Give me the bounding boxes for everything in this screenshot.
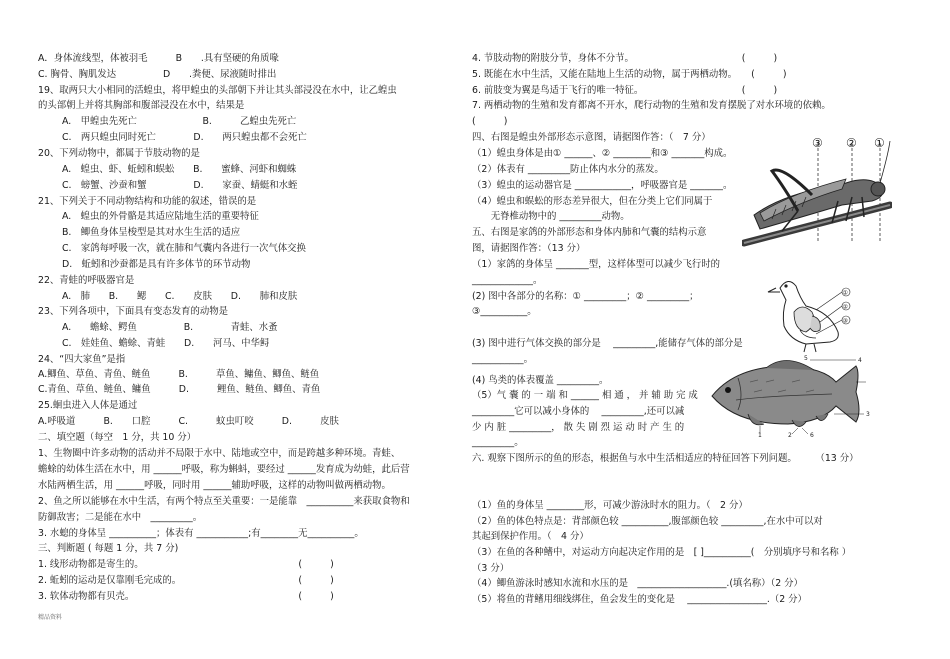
left-line: 蟾蜍的幼体生活在水中，用 ______呼吸，称为蝌蚪，要经过 ______发育成为幼蛙，此后营 bbox=[38, 464, 410, 475]
pigeon-label-3: ③ bbox=[842, 317, 848, 325]
left-line: 23、下列各项中，下面具有变态发育的动物是 bbox=[38, 306, 229, 317]
grasshopper-label-1: ① bbox=[874, 136, 885, 150]
left-line: 二、填空题（每空 1 分，共 10 分） bbox=[38, 432, 197, 443]
left-line: A. 蝗虫的外骨骼是其适应陆地生活的重要特征 bbox=[62, 211, 259, 222]
left-line: 1、生物圈中许多动物的活动并不局限于水中、陆地或空中，而是跨越多种环境。青蛙、 bbox=[38, 448, 401, 459]
left-line: A. 蟾蜍、鳄鱼 B. 青蛙、水蚤 bbox=[62, 322, 278, 333]
footer-note: 精品资料 bbox=[38, 614, 63, 621]
right-line: （5）将鱼的背鳍用细线绑住，鱼会发生的变化是 _________________.（2 分） bbox=[472, 594, 807, 605]
left-line: A. 肺 B. 鳃 C. 皮肤 D. 肺和皮肤 bbox=[62, 291, 298, 302]
right-line: _________它可以减小身体的 _________,还可以减 bbox=[472, 406, 685, 417]
right-line: （2）体表有 _________防止体内水分的蒸发。 bbox=[472, 164, 664, 175]
left-line: 防御敌害；二是能在水中 _________。 bbox=[38, 512, 203, 523]
left-line: 2、鱼之所以能够在水中生活，有两个特点至关重要：一是能靠 __________来获取食物和 bbox=[38, 496, 410, 507]
right-line: （1）鱼的身体呈 ________形，可减少游泳时水的阻力。（ 2 分） bbox=[472, 500, 748, 511]
pigeon-label-2: ② bbox=[842, 303, 848, 311]
pigeon-figure bbox=[760, 272, 858, 354]
right-line: 少 内 脏 _________， 散 失 剧 烈 运 动 时 产 生 的 bbox=[472, 422, 685, 433]
right-line: （1）家鸽的身体呈 _______型，这样体型可以减少飞行时的 bbox=[472, 259, 721, 270]
left-line: 水陆两栖生活，用 ______呼吸，同时用 ______辅助呼吸，这样的动物叫做两栖动物。 bbox=[38, 480, 391, 491]
right-line: （4）蝗虫和蜈蚣的形态差异很大，但在分类上它们同属于 bbox=[472, 196, 713, 207]
right-line: （3 分） bbox=[472, 563, 510, 574]
fish-label-4: 4 bbox=[858, 357, 862, 364]
right-line: （4）鲫鱼游泳时感知水流和水压的是 ___________________.(填名称）（2 分） bbox=[472, 578, 803, 589]
left-line: 2. 蚯蚓的运动是仅靠刚毛完成的。 ( ) bbox=[38, 575, 334, 586]
grasshopper-label-2: ② bbox=[846, 136, 857, 150]
right-line: 无脊椎动物中的 _________动物。 bbox=[472, 211, 630, 222]
left-line: A. 甲蝗虫先死亡 B. 乙蝗虫先死亡 bbox=[62, 116, 297, 127]
right-line: （3）在鱼的各种鳍中，对运动方向起决定作用的是 [ ]__________( 分别填序号和名称 ） bbox=[472, 547, 852, 558]
left-line: 25.蛔虫进入人体是通过 bbox=[38, 400, 138, 411]
right-line: 6. 前肢变为翼是鸟适于飞行的唯一特征。 ( ) bbox=[472, 85, 778, 96]
right-line: 六. 观察下图所示的鱼的形态，根据鱼与水中生活相适应的特征回答下列问题。 （13 分） bbox=[472, 453, 859, 464]
right-line: (2) 图中各部分的名称：① _________；② _________； bbox=[472, 291, 699, 302]
fish-label-2: 2 bbox=[788, 432, 792, 438]
right-line: ___________。 bbox=[472, 354, 533, 365]
left-line: C. 家鸽每呼吸一次，就在肺和气囊内各进行一次气体交换 bbox=[62, 243, 306, 254]
left-line: C. 螃蟹、沙蚕和蟹 D. 家蚕、蜻蜓和水蛭 bbox=[62, 180, 298, 191]
right-line: 图，请据图作答：（13 分） bbox=[472, 243, 586, 254]
right-line: 其起到保护作用。（ 4 分） bbox=[472, 531, 589, 542]
left-line: 19、取两只大小相同的活蝗虫，将甲蝗虫的头部朝下并让其头部浸没在水中，让乙蝗虫 bbox=[38, 85, 397, 96]
left-line: D. 蚯蚓和沙蚕都是具有许多体节的环节动物 bbox=[62, 259, 251, 270]
right-line: _____________。 bbox=[472, 275, 543, 286]
right-line: 4. 节肢动物的附肢分节，身体不分节。 ( ) bbox=[472, 53, 778, 64]
right-line: _________。 bbox=[472, 437, 524, 448]
left-line: 三、判断题 ( 每题 1 分，共 7 分) bbox=[38, 543, 179, 554]
fish-label-1: 1 bbox=[758, 432, 762, 438]
left-line: C.青鱼、草鱼、鲢鱼、鳙鱼 D. 鲤鱼、鲢鱼、鲫鱼、青鱼 bbox=[38, 384, 321, 395]
left-line: C. 娃娃鱼、蟾蜍、青蛙 D. 河马、中华鲟 bbox=[62, 338, 270, 349]
fish-label-6: 6 bbox=[810, 432, 814, 438]
right-line: （5）气 囊 的 一 端 和 ______ 相 通 ， 并 辅 助 完 成 bbox=[472, 390, 698, 401]
right-line: 四、右图是蝗虫外部形态示意图，请据图作答：（ 7 分） bbox=[472, 132, 711, 143]
pigeon-label-1: ① bbox=[842, 289, 848, 297]
left-line: 20、下列动物中，都属于节肢动物的是 bbox=[38, 148, 200, 159]
left-line: A.呼吸道 B. 口腔 C. 蚊虫叮咬 D. 皮肤 bbox=[38, 416, 339, 427]
left-line: A. 蝗虫、虾、蚯蚓和蜈蚣 B. 蜜蜂、河虾和蜘蛛 bbox=[62, 164, 297, 175]
fish-label-3: 3 bbox=[866, 411, 870, 418]
left-line: A．身体流线型，体被羽毛 B .具有坚硬的角质喙 bbox=[38, 53, 279, 64]
right-line: （3）蝗虫的运动器官是 ____________，呼吸器官是 _______。 bbox=[472, 180, 733, 191]
left-line: 1. 线形动物都是寄生的。 ( ) bbox=[38, 559, 334, 570]
right-line: 7. 两栖动物的生殖和发育都离不开水，爬行动物的生殖和发育摆脱了对水环境的依赖。 bbox=[472, 100, 831, 111]
left-line: 的头部朝上并将其胸部和腹部浸没在水中，结果是 bbox=[38, 100, 245, 111]
left-line: A.鲫鱼、草鱼、青鱼、鲢鱼 B. 草鱼、鳙鱼、鲫鱼、鲢鱼 bbox=[38, 369, 320, 380]
left-line: 3. 软体动物都有贝壳。 ( ) bbox=[38, 591, 334, 602]
left-line: C. 胸骨、胸肌发达 D .粪便、尿液随时排出 bbox=[38, 69, 277, 80]
right-line: 五、右图是家鸽的外部形态和身体内肺和气囊的结构示意 bbox=[472, 227, 707, 238]
left-line: B. 鲫鱼身体呈梭型是其对水生生活的适应 bbox=[62, 227, 241, 238]
left-line: 22、青蛙的呼吸器官是 bbox=[38, 275, 135, 286]
grasshopper-figure bbox=[742, 135, 892, 253]
right-line: （1）蝗虫身体是由① ______、② ________和③ _______构成。 bbox=[472, 148, 733, 159]
left-line: 24、“四大家鱼”是指 bbox=[38, 354, 126, 365]
right-line: ③__________。 bbox=[472, 306, 537, 317]
left-line: 21、下列关于不同动物结构和功能的叙述，错误的是 bbox=[38, 196, 257, 207]
fish-label-5: 5 bbox=[804, 355, 808, 362]
right-line: （2）鱼的体色特点是：背部颜色较 __________,腹部颜色较 _________,在水中可以对 bbox=[472, 516, 823, 527]
fish-figure bbox=[706, 352, 876, 438]
right-line: 5. 既能在水中生活，又能在陆地上生活的动物，属于两栖动物。 ( ) bbox=[472, 69, 787, 80]
right-line: (3) 图中进行气体交换的部分是 _________,能储存气体的部分是 bbox=[472, 338, 743, 349]
grasshopper-label-3: ③ bbox=[812, 136, 823, 150]
right-line: (4) 鸟类的体表覆盖 _________。 bbox=[472, 375, 609, 386]
left-line: C. 两只蝗虫同时死亡 D. 两只蝗虫都不会死亡 bbox=[62, 132, 307, 143]
left-line: 3. 水螅的身体呈 __________；体表有 ___________;有________无__________。 bbox=[38, 528, 364, 539]
right-line: ( ) bbox=[472, 116, 508, 127]
